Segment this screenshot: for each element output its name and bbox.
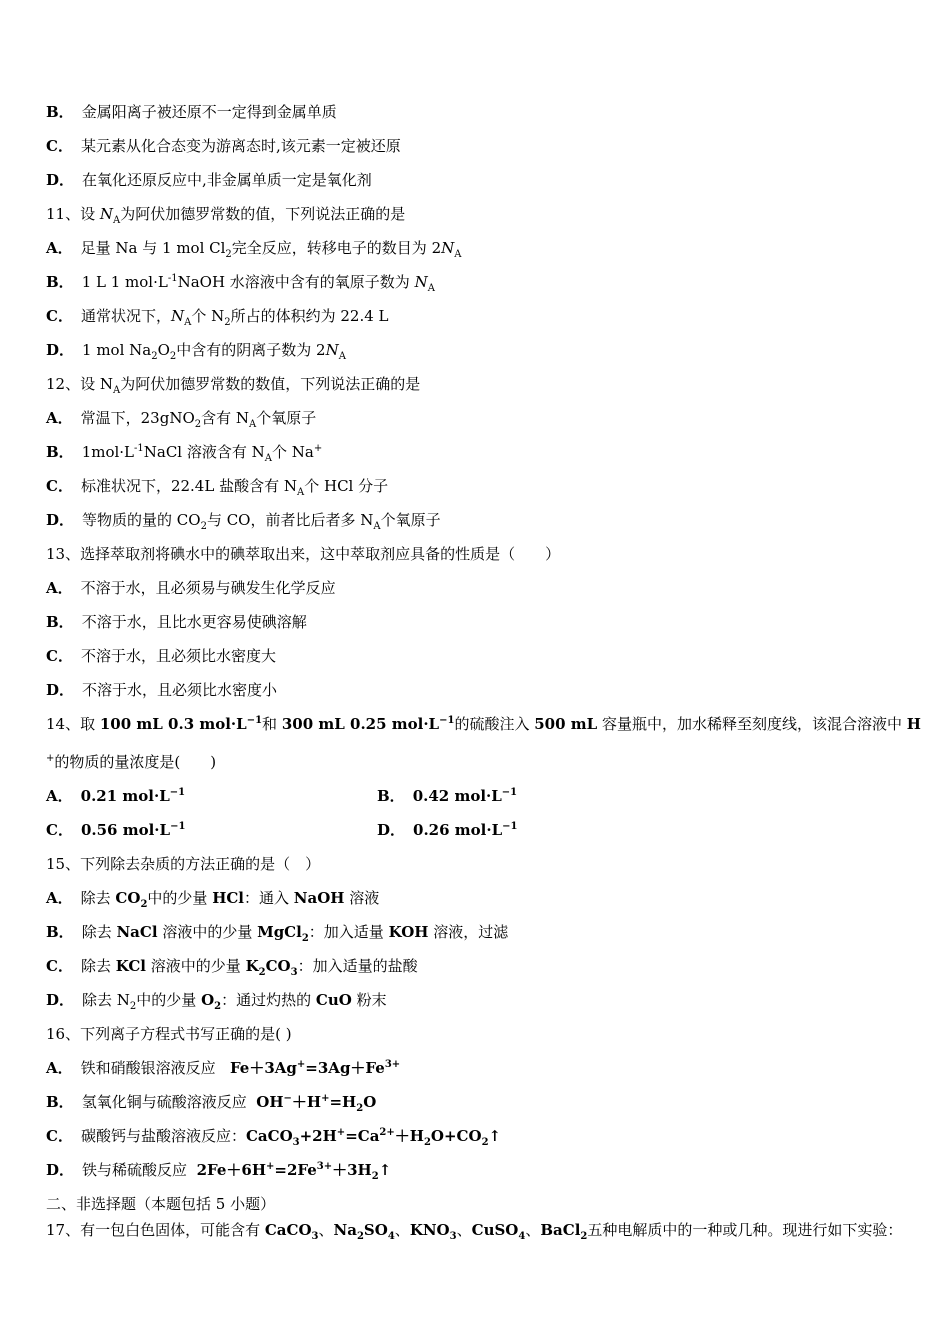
subscript: 3 bbox=[311, 1231, 319, 1242]
subscript: A bbox=[373, 521, 381, 532]
option-text: 氢氧化铜与硫酸溶液反应 bbox=[81, 1093, 247, 1111]
option-text: ：通入 bbox=[244, 889, 294, 907]
q15-option-c bbox=[46, 953, 916, 987]
formula: CO bbox=[265, 957, 291, 975]
option-text: 所占的体积约为 22.4 L bbox=[230, 307, 389, 325]
option-label: A． bbox=[46, 239, 73, 257]
option-text: 除去 bbox=[80, 889, 116, 907]
q15-option-b bbox=[46, 919, 916, 953]
subscript: 2 bbox=[129, 1001, 137, 1012]
option-label: A． bbox=[46, 787, 73, 805]
subscript: 2 bbox=[200, 521, 207, 532]
subscript: 2 bbox=[580, 1231, 588, 1242]
option-text: 碳酸钙与盐酸溶液反应： bbox=[80, 1127, 246, 1145]
q10-option-d bbox=[46, 167, 916, 201]
option-text: 除去 bbox=[81, 923, 117, 941]
equation: ↑ bbox=[488, 1127, 502, 1145]
formula: CuO bbox=[315, 991, 352, 1009]
subscript: A bbox=[249, 419, 257, 430]
na-symbol: N bbox=[99, 205, 113, 223]
option-text: 常温下，23gNO bbox=[80, 409, 195, 427]
option-label: D． bbox=[46, 171, 75, 189]
option-text: 除去 N bbox=[82, 991, 130, 1009]
formula: CO bbox=[115, 889, 141, 907]
formula: K bbox=[245, 957, 259, 975]
q12-option-a bbox=[46, 405, 916, 439]
subscript: A bbox=[112, 385, 121, 396]
equation: ＋3H bbox=[332, 1161, 372, 1179]
option-value: 0.56 mol·L bbox=[80, 821, 171, 839]
na-subscript: A bbox=[338, 351, 346, 362]
na-subscript: A bbox=[112, 215, 121, 226]
na-symbol: N bbox=[325, 341, 339, 359]
option-label: C． bbox=[46, 137, 73, 155]
equation: ＋H bbox=[394, 1127, 424, 1145]
option-label: D． bbox=[46, 681, 75, 699]
superscript: + bbox=[266, 1161, 275, 1172]
option-label: C． bbox=[46, 307, 73, 325]
q13-option-a bbox=[46, 575, 916, 609]
q11-option-a bbox=[46, 235, 916, 269]
superscript: 3+ bbox=[316, 1161, 333, 1172]
subscript: 2 bbox=[140, 899, 148, 910]
subscript: 2 bbox=[224, 317, 231, 328]
option-text: 在氧化还原反应中,非金属单质一定是氧化剂 bbox=[82, 171, 372, 189]
option-text: 不溶于水，且必须比水密度小 bbox=[82, 681, 278, 699]
option-label: B． bbox=[46, 1093, 74, 1111]
q12-option-c bbox=[46, 473, 916, 507]
stem-value: 300 mL 0.25 mol·L bbox=[281, 715, 440, 733]
option-text: 个 Na bbox=[272, 443, 314, 461]
q10-option-b bbox=[46, 99, 916, 133]
formula: NaOH bbox=[293, 889, 345, 907]
q11-option-d bbox=[46, 337, 916, 371]
equation: ↑ bbox=[378, 1161, 392, 1179]
formula: KCl bbox=[115, 957, 147, 975]
option-label: C． bbox=[46, 821, 73, 839]
subscript: 2 bbox=[356, 1103, 364, 1114]
option-text: 1mol·L bbox=[81, 443, 135, 461]
stem-text: 、 bbox=[525, 1221, 541, 1239]
q16-option-b bbox=[46, 1089, 916, 1123]
option-text: 金属阳离子被还原不一定得到金属单质 bbox=[81, 103, 337, 121]
option-label: C． bbox=[46, 647, 73, 665]
stem-text: 14、取 bbox=[46, 715, 100, 733]
subscript: 2 bbox=[356, 1231, 364, 1242]
na-symbol: N bbox=[414, 273, 428, 291]
option-label: D． bbox=[46, 511, 75, 529]
option-label: C． bbox=[46, 957, 73, 975]
stem-text: 为阿伏加德罗常数的数值，下列说法正确的是 bbox=[120, 375, 421, 393]
option-text: 个氧原子 bbox=[380, 511, 441, 529]
option-label: A． bbox=[46, 889, 73, 907]
option-text: 铁与稀硫酸反应 bbox=[82, 1161, 188, 1179]
superscript: −1 bbox=[439, 715, 455, 726]
option-text: 不溶于水，且比水更容易使碘溶解 bbox=[81, 613, 307, 631]
q15-option-d bbox=[46, 987, 916, 1021]
subscript: 2 bbox=[151, 351, 158, 362]
exam-page bbox=[46, 99, 921, 1251]
option-text: ：加入适量 bbox=[308, 923, 389, 941]
stem-text: 容量瓶中，加水稀释至刻度线，该混合溶液中 bbox=[597, 715, 907, 733]
stem-text: 为阿伏加德罗常数的值，下列说法正确的是 bbox=[120, 205, 406, 223]
option-text: 粉末 bbox=[351, 991, 387, 1009]
option-text: 等物质的量的 CO bbox=[82, 511, 201, 529]
q16-option-d bbox=[46, 1157, 916, 1191]
stem-text: 17、有一包白色固体，可能含有 bbox=[46, 1221, 265, 1239]
subscript: 3 bbox=[449, 1231, 457, 1242]
option-text: NaCl 溶液含有 N bbox=[143, 443, 265, 461]
option-text: 铁和硝酸银溶液反应 bbox=[80, 1059, 216, 1077]
option-label: B． bbox=[46, 443, 74, 461]
option-text: O bbox=[157, 341, 170, 359]
option-text: 足量 Na 与 1 mol Cl bbox=[80, 239, 226, 257]
formula: MgCl bbox=[257, 923, 302, 941]
q16-option-a bbox=[46, 1055, 916, 1089]
q14-stem-cont bbox=[46, 749, 916, 783]
q16-option-c bbox=[46, 1123, 916, 1157]
option-text: 溶液，过滤 bbox=[428, 923, 509, 941]
option-label: B． bbox=[46, 103, 74, 121]
option-text: ：通过灼热的 bbox=[221, 991, 316, 1009]
subscript: 2 bbox=[214, 1001, 222, 1012]
equation: O bbox=[363, 1093, 377, 1111]
subscript: A bbox=[264, 453, 273, 464]
q14-option-d bbox=[377, 817, 708, 851]
formula: SO bbox=[363, 1221, 388, 1239]
formula: CuSO bbox=[471, 1221, 519, 1239]
option-text: 个氧原子 bbox=[256, 409, 317, 427]
option-label: C． bbox=[46, 1127, 73, 1145]
equation: Fe＋3Ag bbox=[229, 1059, 297, 1077]
q14-options-row-1 bbox=[46, 783, 916, 817]
formula: CaCO bbox=[264, 1221, 312, 1239]
option-text: 1 L 1 mol·L bbox=[81, 273, 168, 291]
option-label: C． bbox=[46, 477, 73, 495]
option-text: 某元素从化合态变为游离态时,该元素一定被还原 bbox=[80, 137, 401, 155]
option-label: D． bbox=[46, 341, 75, 359]
subscript: A bbox=[296, 487, 305, 498]
superscript: −1 bbox=[169, 787, 186, 798]
formula: BaCl bbox=[540, 1221, 581, 1239]
option-label: D． bbox=[46, 991, 75, 1009]
option-text: 个 HCl 分子 bbox=[304, 477, 389, 495]
equation: =3Ag＋Fe bbox=[305, 1059, 385, 1077]
stem-text: 12、设 N bbox=[46, 375, 113, 393]
option-label: B． bbox=[46, 273, 74, 291]
subscript: 2 bbox=[194, 419, 202, 430]
option-text: 含有 N bbox=[201, 409, 250, 427]
option-label: A． bbox=[46, 409, 73, 427]
q14-stem bbox=[46, 711, 921, 749]
option-value: 0.21 mol·L bbox=[80, 787, 170, 805]
superscript: -1 bbox=[167, 273, 178, 284]
q15-option-a bbox=[46, 885, 916, 919]
equation: CaCO bbox=[245, 1127, 293, 1145]
stem-text: 11、设 bbox=[46, 205, 100, 223]
option-label: B． bbox=[46, 613, 74, 631]
stem-text: 、 bbox=[318, 1221, 334, 1239]
superscript: −1 bbox=[502, 821, 518, 832]
q14-option-c bbox=[46, 817, 377, 851]
q13-option-b bbox=[46, 609, 916, 643]
stem-text: 、 bbox=[456, 1221, 472, 1239]
formula: Na bbox=[333, 1221, 357, 1239]
na-subscript: A bbox=[184, 317, 192, 328]
option-label: B． bbox=[377, 787, 405, 805]
subscript: 3 bbox=[290, 967, 298, 978]
superscript: + bbox=[296, 1059, 306, 1070]
superscript: 3+ bbox=[384, 1059, 401, 1070]
option-text: 1 mol Na bbox=[82, 341, 152, 359]
q15-stem: 15、下列除去杂质的方法正确的是（ ） bbox=[46, 855, 321, 873]
option-label: D． bbox=[377, 821, 406, 839]
superscript: −1 bbox=[501, 787, 518, 798]
option-value: 0.42 mol·L bbox=[412, 787, 502, 805]
option-value: 0.26 mol·L bbox=[413, 821, 503, 839]
equation: =H bbox=[329, 1093, 357, 1111]
stem-text: 的硫酸注入 bbox=[454, 715, 535, 733]
equation: =Ca bbox=[345, 1127, 380, 1145]
superscript: 2+ bbox=[379, 1127, 395, 1138]
option-text: 标准状况下，22.4L 盐酸含有 N bbox=[80, 477, 297, 495]
superscript: + bbox=[321, 1093, 330, 1104]
option-text: 溶液中的少量 bbox=[157, 923, 258, 941]
option-label: A． bbox=[46, 1059, 73, 1077]
superscript: −1 bbox=[170, 821, 186, 832]
option-label: A． bbox=[46, 579, 73, 597]
formula: O bbox=[201, 991, 215, 1009]
superscript: −1 bbox=[246, 715, 263, 726]
stem-text: 的物质的量浓度是( ) bbox=[54, 753, 217, 771]
subscript: 2 bbox=[371, 1171, 379, 1182]
stem-value: H bbox=[906, 715, 921, 733]
q17-stem bbox=[46, 1217, 916, 1251]
q14-option-a bbox=[46, 783, 377, 817]
q12-option-d bbox=[46, 507, 916, 541]
option-text: ：加入适量的盐酸 bbox=[297, 957, 418, 975]
formula: KNO bbox=[409, 1221, 450, 1239]
na-symbol: N bbox=[170, 307, 185, 325]
superscript: + bbox=[313, 443, 323, 454]
option-text: 不溶于水，且必须比水密度大 bbox=[80, 647, 276, 665]
option-text: 中含有的阴离子数为 2 bbox=[176, 341, 326, 359]
superscript: + bbox=[336, 1127, 346, 1138]
option-text: 除去 bbox=[80, 957, 116, 975]
subscript: 4 bbox=[518, 1231, 526, 1242]
option-text: 与 CO，前者比后者多 N bbox=[206, 511, 374, 529]
q11-stem bbox=[46, 201, 916, 235]
stem-value: 500 mL bbox=[534, 715, 598, 733]
q14-option-b bbox=[377, 783, 708, 817]
q12-option-b bbox=[46, 439, 916, 473]
subscript: 3 bbox=[292, 1137, 300, 1148]
option-text: 完全反应，转移电子的数目为 2 bbox=[231, 239, 442, 257]
q13-option-d bbox=[46, 677, 916, 711]
q10-option-c bbox=[46, 133, 916, 167]
superscript: + bbox=[46, 753, 55, 764]
section-heading: 二、非选择题（本题包括 5 小题） bbox=[46, 1195, 276, 1213]
option-text: 通常状况下， bbox=[80, 307, 171, 325]
q11-option-b bbox=[46, 269, 916, 303]
option-text: 溶液中的少量 bbox=[146, 957, 246, 975]
option-label: D． bbox=[46, 1161, 75, 1179]
subscript: 2 bbox=[169, 351, 177, 362]
subscript: 4 bbox=[387, 1231, 395, 1242]
na-subscript: A bbox=[454, 249, 462, 260]
na-symbol: N bbox=[441, 239, 455, 257]
subscript: 2 bbox=[301, 933, 309, 944]
formula: NaCl bbox=[116, 923, 158, 941]
stem-text: 、 bbox=[394, 1221, 410, 1239]
option-text: 不溶于水，且必须易与碘发生化学反应 bbox=[80, 579, 336, 597]
subscript: 2 bbox=[225, 249, 232, 260]
option-text: NaOH 水溶液中含有的氧原子数为 bbox=[177, 273, 415, 291]
superscript: -1 bbox=[134, 443, 144, 454]
equation: 2Fe＋6H bbox=[196, 1161, 266, 1179]
na-subscript: A bbox=[427, 283, 435, 294]
subscript: 2 bbox=[423, 1137, 431, 1148]
formula: KOH bbox=[388, 923, 429, 941]
q13-option-c bbox=[46, 643, 916, 677]
subscript: 2 bbox=[258, 967, 266, 978]
equation: O+CO bbox=[430, 1127, 482, 1145]
stem-value: 100 mL 0.3 mol·L bbox=[99, 715, 247, 733]
equation: ＋H bbox=[291, 1093, 322, 1111]
option-text: 溶液 bbox=[344, 889, 380, 907]
subscript: 2 bbox=[481, 1137, 489, 1148]
option-text: 中的少量 bbox=[147, 889, 213, 907]
q12-stem bbox=[46, 371, 916, 405]
equation: OH bbox=[256, 1093, 284, 1111]
q16-stem: 16、下列离子方程式书写正确的是( ) bbox=[46, 1025, 292, 1043]
superscript: − bbox=[283, 1093, 292, 1104]
q14-options-row-2 bbox=[46, 817, 916, 851]
equation: =2Fe bbox=[274, 1161, 317, 1179]
option-label: B． bbox=[46, 923, 74, 941]
q13-stem: 13、选择萃取剂将碘水中的碘萃取出来，这中萃取剂应具备的性质是（ ） bbox=[46, 545, 561, 563]
q11-option-c bbox=[46, 303, 916, 337]
option-text: 个 N bbox=[191, 307, 225, 325]
equation: +2H bbox=[299, 1127, 337, 1145]
option-text: 中的少量 bbox=[136, 991, 202, 1009]
formula: HCl bbox=[212, 889, 244, 907]
stem-text: 五种电解质中的一种或几种。现进行如下实验： bbox=[587, 1221, 903, 1239]
stem-text: 和 bbox=[262, 715, 282, 733]
